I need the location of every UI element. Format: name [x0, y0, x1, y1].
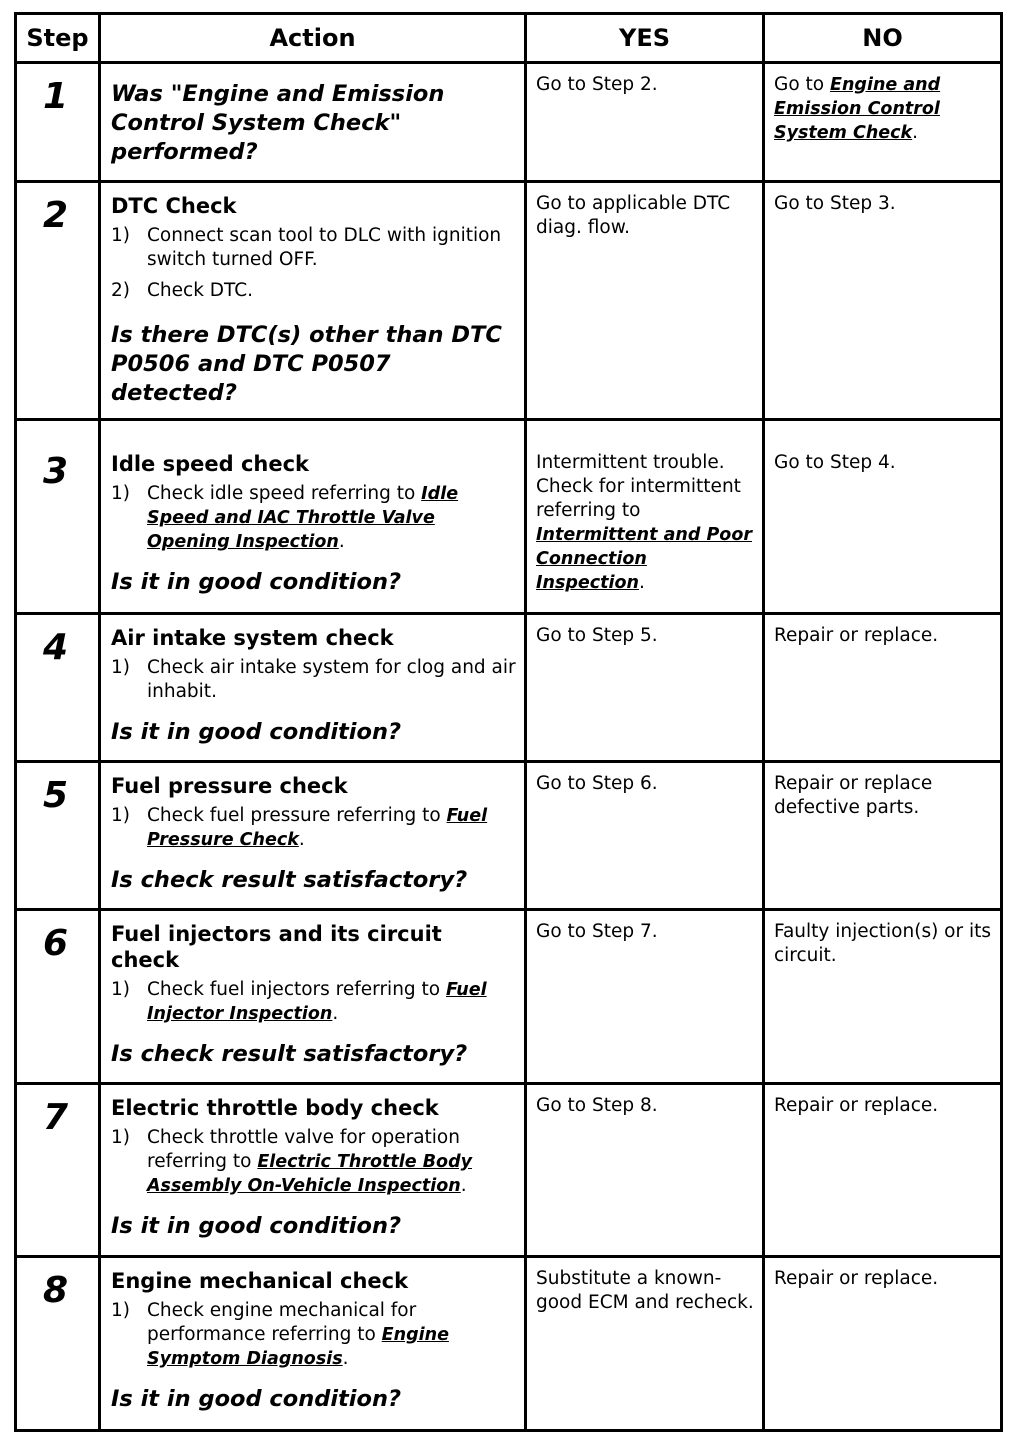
step-number-cell [16, 182, 100, 420]
step-number-cell [16, 614, 100, 762]
step-number-cell [16, 1257, 100, 1431]
step-row-5 [16, 762, 1002, 910]
no-cell [764, 182, 1002, 420]
action-cell [100, 1084, 526, 1257]
step-number: 8 [43, 1270, 69, 1311]
throttle-body-inspection-link[interactable]: Electric Throttle Body Assembly On-Vehicle Inspection [147, 1152, 473, 1196]
yes-result: Go to applicable DTC diag. flow. [536, 193, 731, 238]
yes-result: Go to Step 5. [536, 625, 658, 646]
step-number: 4 [43, 627, 69, 668]
sub-step: 1) Check throttle valve for operation referring to Electric Throttle Body Assembly On-Vehicle Inspection. [111, 1127, 473, 1196]
yes-result: Substitute a known-good ECM and recheck. [536, 1268, 754, 1313]
action-cell [100, 910, 526, 1084]
step-row-6 [16, 910, 1002, 1084]
no-result: Repair or replace defective parts. [774, 773, 933, 818]
step-row-1 [16, 63, 1002, 182]
diagnostic-flow-table [14, 12, 1003, 1432]
no-result: Repair or replace. [774, 1095, 939, 1116]
sub-step: 1) Check engine mechanical for performance referring to Engine Symptom Diagnosis. [111, 1300, 449, 1369]
action-cell [100, 762, 526, 910]
step-number-cell [16, 910, 100, 1084]
step-number: 2 [43, 195, 69, 236]
step-title: Idle speed check [111, 452, 310, 476]
engine-symptom-diagnosis-link[interactable]: Engine Symptom Diagnosis [147, 1325, 449, 1369]
no-cell [764, 1084, 1002, 1257]
no-result: Faulty injection(s) or its circuit. [774, 921, 992, 966]
step-question: Is it in good condition? [111, 1386, 402, 1412]
fuel-injector-inspection-link[interactable]: Fuel Injector Inspection [147, 980, 487, 1024]
yes-result: Go to Step 6. [536, 773, 658, 794]
step-question: Is check result satisfactory? [111, 867, 468, 893]
step-number: 1 [43, 76, 69, 117]
sub-step: 2) Check DTC. [111, 280, 254, 301]
yes-result: Intermittent trouble. Check for intermittent referring to Intermittent and Poor Connection Inspection. [536, 452, 752, 593]
step-title: Fuel injectors and its circuit check [111, 922, 442, 972]
header-row [16, 14, 1002, 63]
step-question: Was "Engine and Emission Control System Check" performed? [111, 81, 445, 165]
sub-step: 1) Check fuel injectors referring to Fuel Injector Inspection. [111, 979, 487, 1024]
header-step: Step [16, 14, 100, 63]
header-action: Action [100, 14, 526, 63]
step-question: Is it in good condition? [111, 569, 402, 595]
yes-cell [526, 614, 764, 762]
step-title: Fuel pressure check [111, 774, 348, 798]
sub-step: 1) Check air intake system for clog and air inhabit. [111, 657, 516, 702]
no-cell [764, 420, 1002, 614]
header-yes: YES [526, 14, 764, 63]
action-cell [100, 614, 526, 762]
no-cell [764, 762, 1002, 910]
step-number: 7 [43, 1097, 69, 1138]
yes-result: Go to Step 7. [536, 921, 658, 942]
action-cell [100, 182, 526, 420]
step-title: Electric throttle body check [111, 1096, 439, 1120]
step-number-cell [16, 762, 100, 910]
step-question: Is it in good condition? [111, 719, 402, 745]
action-cell [100, 1257, 526, 1431]
step-row-4 [16, 614, 1002, 762]
yes-cell [526, 910, 764, 1084]
step-title: Engine mechanical check [111, 1269, 409, 1293]
fuel-pressure-check-link[interactable]: Fuel Pressure Check [147, 806, 488, 850]
no-result: Go to Engine and Emission Control System Check. [774, 74, 941, 143]
step-number-cell [16, 63, 100, 182]
sub-step: 1) Check idle speed referring to Idle Speed and IAC Throttle Valve Opening Inspection. [111, 483, 459, 552]
step-question: Is check result satisfactory? [111, 1041, 468, 1067]
header-no: NO [764, 14, 1002, 63]
no-result: Repair or replace. [774, 625, 939, 646]
idle-speed-inspection-link[interactable]: Idle Speed and IAC Throttle Valve Opening Inspection [147, 484, 459, 552]
yes-result: Go to Step 8. [536, 1095, 658, 1116]
no-result: Go to Step 3. [774, 193, 896, 214]
no-result: Repair or replace. [774, 1268, 939, 1289]
step-row-7 [16, 1084, 1002, 1257]
no-cell [764, 1257, 1002, 1431]
engine-emission-check-link[interactable]: Engine and Emission Control System Check [774, 75, 941, 143]
yes-cell [526, 182, 764, 420]
yes-result: Go to Step 2. [536, 74, 658, 95]
step-number: 5 [43, 775, 69, 816]
step-number-cell [16, 1084, 100, 1257]
yes-cell [526, 1084, 764, 1257]
step-number-cell [16, 420, 100, 614]
step-question: Is it in good condition? [111, 1213, 402, 1239]
intermittent-inspection-link[interactable]: Intermittent and Poor Connection Inspection [536, 525, 752, 593]
no-cell [764, 614, 1002, 762]
yes-cell [526, 1257, 764, 1431]
sub-step: 1) Check fuel pressure referring to Fuel Pressure Check. [111, 805, 488, 850]
step-question: Is there DTC(s) other than DTC P0506 and DTC P0507 detected? [111, 322, 502, 406]
step-number: 3 [43, 451, 69, 492]
yes-cell [526, 63, 764, 182]
no-result: Go to Step 4. [774, 452, 896, 473]
step-title: DTC Check [111, 194, 237, 218]
no-cell [764, 910, 1002, 1084]
action-cell [100, 63, 526, 182]
step-row-2 [16, 182, 1002, 420]
step-row-3 [16, 420, 1002, 614]
no-cell [764, 63, 1002, 182]
step-title: Air intake system check [111, 626, 394, 650]
sub-step: 1) Connect scan tool to DLC with ignition switch turned OFF. [111, 225, 502, 270]
yes-cell [526, 762, 764, 910]
step-number: 6 [43, 923, 69, 964]
action-cell [100, 420, 526, 614]
step-row-8 [16, 1257, 1002, 1431]
yes-cell [526, 420, 764, 614]
